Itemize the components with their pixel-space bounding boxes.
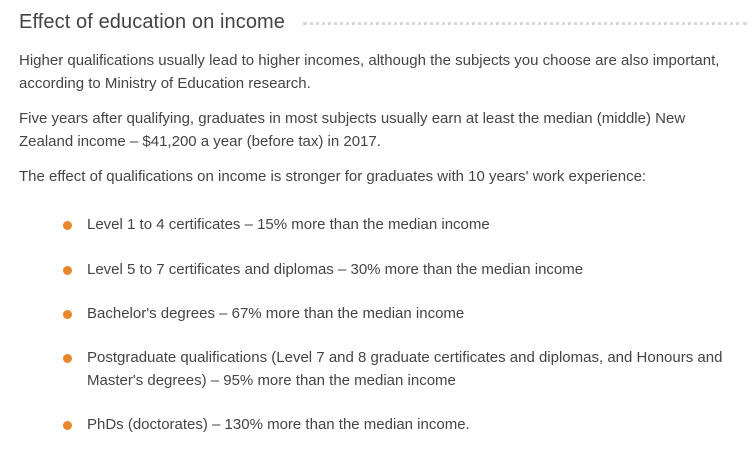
section-heading: Effect of education on income: [19, 10, 286, 33]
bullet-icon: [63, 310, 72, 319]
paragraph-median-income: Five years after qualifying, graduates in most subjects usually earn at least the median (middle) New Zealand income – $41,200 a year (before tax) in 2017.: [19, 110, 686, 150]
bullet-icon: [63, 266, 72, 275]
list-item-text: Level 5 to 7 certificates and diplomas – 30% more than the median income: [87, 261, 584, 278]
list-item-text: PhDs (doctorates) – 130% more than the median income.: [87, 416, 470, 433]
list-item: [87, 347, 737, 392]
paragraph-experience: The effect of qualifications on income is stronger for graduates with 10 years' work experience:: [19, 168, 647, 185]
list-item: [87, 303, 737, 326]
section-header: [19, 8, 747, 36]
dotted-rule: [303, 22, 747, 25]
list-item-text: Level 1 to 4 certificates – 15% more than the median income: [87, 216, 490, 233]
bullet-icon: [63, 421, 72, 430]
bullet-icon: [63, 221, 72, 230]
list-item: [87, 259, 737, 282]
list-item-text: Postgraduate qualifications (Level 7 and 8 graduate certificates and diplomas, and Honours and Master's degrees) – 95% more than the median income: [87, 349, 723, 389]
list-item-text: Bachelor's degrees – 67% more than the median income: [87, 305, 465, 322]
list-item: [87, 214, 737, 237]
bullet-icon: [63, 354, 72, 363]
paragraph-intro: Higher qualifications usually lead to higher incomes, although the subjects you choose are also important, according to Ministry of Education research.: [19, 52, 720, 92]
list-item: [87, 414, 737, 437]
